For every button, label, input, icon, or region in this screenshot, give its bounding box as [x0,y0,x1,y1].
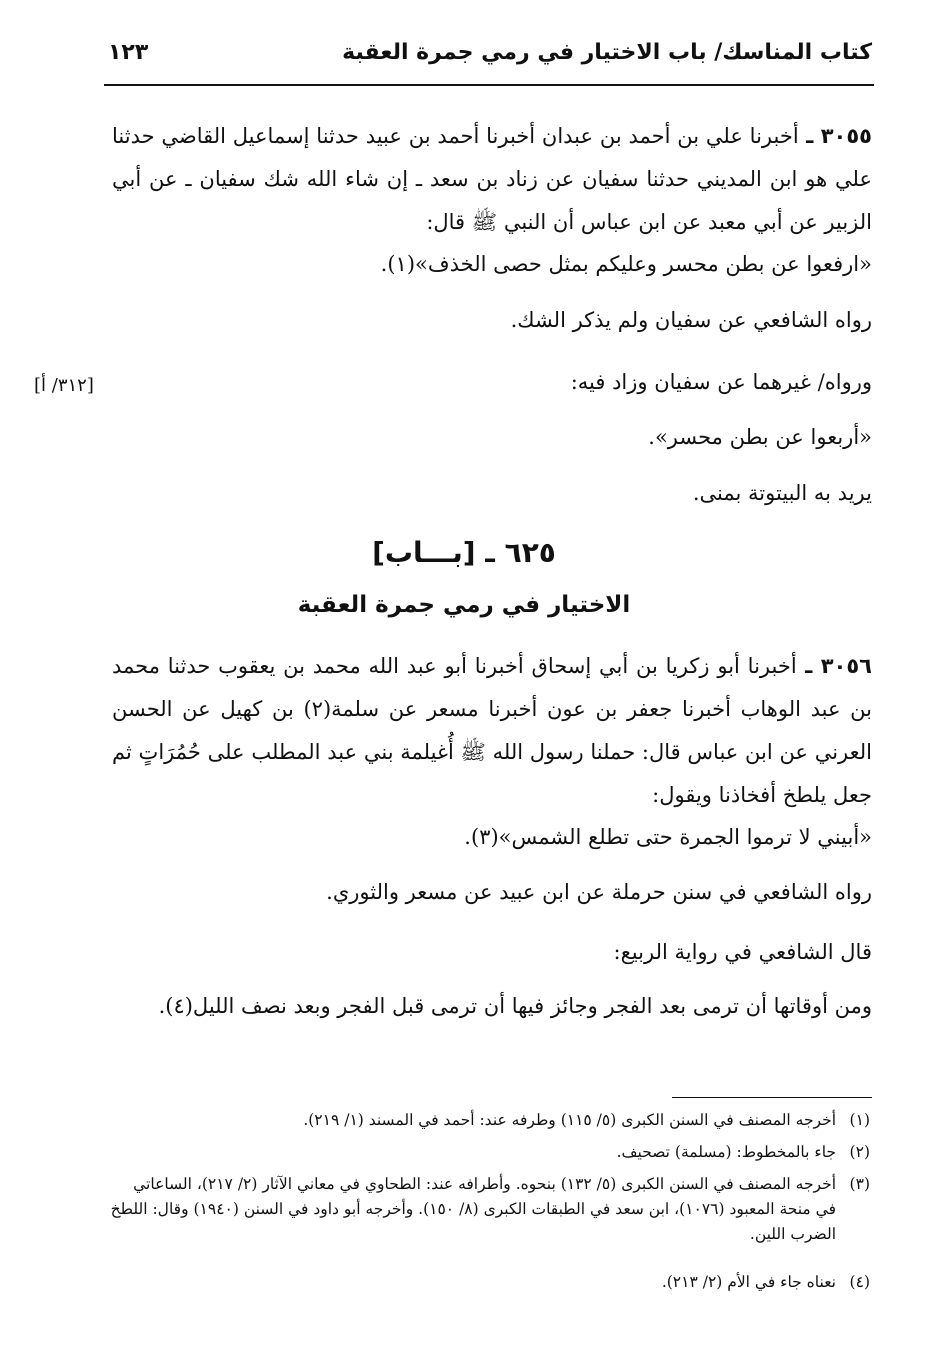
footnote-text: نعناه جاء في الأم (٢/ ٢١٣). [661,1273,836,1291]
footnote-4 [110,1270,870,1294]
footnote-number: (٤) [849,1273,870,1291]
footnote-number: (١) [849,1111,870,1129]
footnote-number: (٢) [849,1143,870,1161]
hadith-3055-quote: «ارفعوا عن بطن محسر وعليكم بمثل حصى الخذف»(١). [380,252,872,276]
hadith-3055-explanation: يريد به البيتوتة بمنى. [692,481,872,505]
hadith-text: أخبرنا أبو زكريا بن أبي إسحاق أخبرنا أبو عبد الله محمد بن يعقوب حدثنا محمد بن عبد الوهاب أخبرنا جعفر بن عون أخبرنا مسعر عن سلمة(٢) بن كهيل عن الحسن العرني عن ابن عباس قال: حملنا رسول الله ﷺ أُغيلمة بني عبد المطلب على حُمُرَاتٍ ثم جعل يلطخ أفخاذنا ويقول: [112,654,873,807]
header-rule [104,84,874,86]
hadith-3056-narration-2: قال الشافعي في رواية الربيع: [613,940,872,964]
footnote-2 [110,1140,870,1164]
manuscript-folio-marker: [٣١٢/ أ] [34,375,94,396]
footnote-text: جاء بالمخطوط: (مسلمة) تصحيف. [616,1143,836,1161]
hadith-3055-narration-2: ورواه/ غيرهما عن سفيان وزاد فيه: [570,370,872,394]
footnote-rule [672,1097,872,1098]
hadith-number: ٣٠٥٦ ـ [796,654,872,678]
footnote-text: أخرجه المصنف في السنن الكبرى (٥/ ١٣٢) بنحوه. وأطرافه عند: الطحاوي في معاني الآثار (٢/ ٢١٧)، الساعاتي في منحة المعبود (١٠٧٦)، ابن سعد في الطبقات الكبرى (٨/ ١٥٠). وأخرجه أبو داود في السنن (١٩٤٠) وقال: اللطخ الضرب اللين. [110,1175,836,1243]
hadith-number: ٣٠٥٥ ـ [798,124,872,148]
hadith-text: أخبرنا علي بن أحمد بن عبدان أخبرنا أحمد بن عبيد حدثنا إسماعيل القاضي حدثنا علي هو ابن المديني حدثنا سفيان عن زناد بن سعد ـ إن شاء الله شك سفيان ـ عن أبي الزبير عن أبي معبد عن ابن عباس أن النبي ﷺ قال: [112,124,872,234]
hadith-3055-narration: رواه الشافعي عن سفيان ولم يذكر الشك. [510,308,872,332]
footnote-text: أخرجه المصنف في السنن الكبرى (٥/ ١١٥) وطرفه عند: أحمد في المسند (١/ ٢١٩). [303,1111,836,1129]
running-header-title: كتاب المناسك/ باب الاختيار في رمي جمرة العقبة [342,40,872,65]
footnote-1 [110,1108,870,1132]
footnote-number: (٣) [849,1175,870,1193]
hadith-3056-paragraph [112,645,872,817]
page-number: ١٢٣ [108,40,149,65]
hadith-3056-shafii-text: ومن أوقاتها أن ترمى بعد الفجر وجائز فيها أن ترمى قبل الفجر وبعد نصف الليل(٤). [158,994,872,1018]
footnote-3 [110,1172,870,1247]
hadith-3055-paragraph [112,115,872,244]
chapter-title: الاختيار في رمي جمرة العقبة [297,592,631,618]
hadith-3055-quote-2: «أربعوا عن بطن محسر». [648,425,872,449]
chapter-heading: ٦٢٥ ـ [بـــاب] [372,536,556,569]
hadith-3056-narration: رواه الشافعي في سنن حرملة عن ابن عبيد عن مسعر والثوري. [326,880,872,904]
hadith-3056-quote: «أبيني لا ترموا الجمرة حتى تطلع الشمس»(٣). [464,825,872,849]
